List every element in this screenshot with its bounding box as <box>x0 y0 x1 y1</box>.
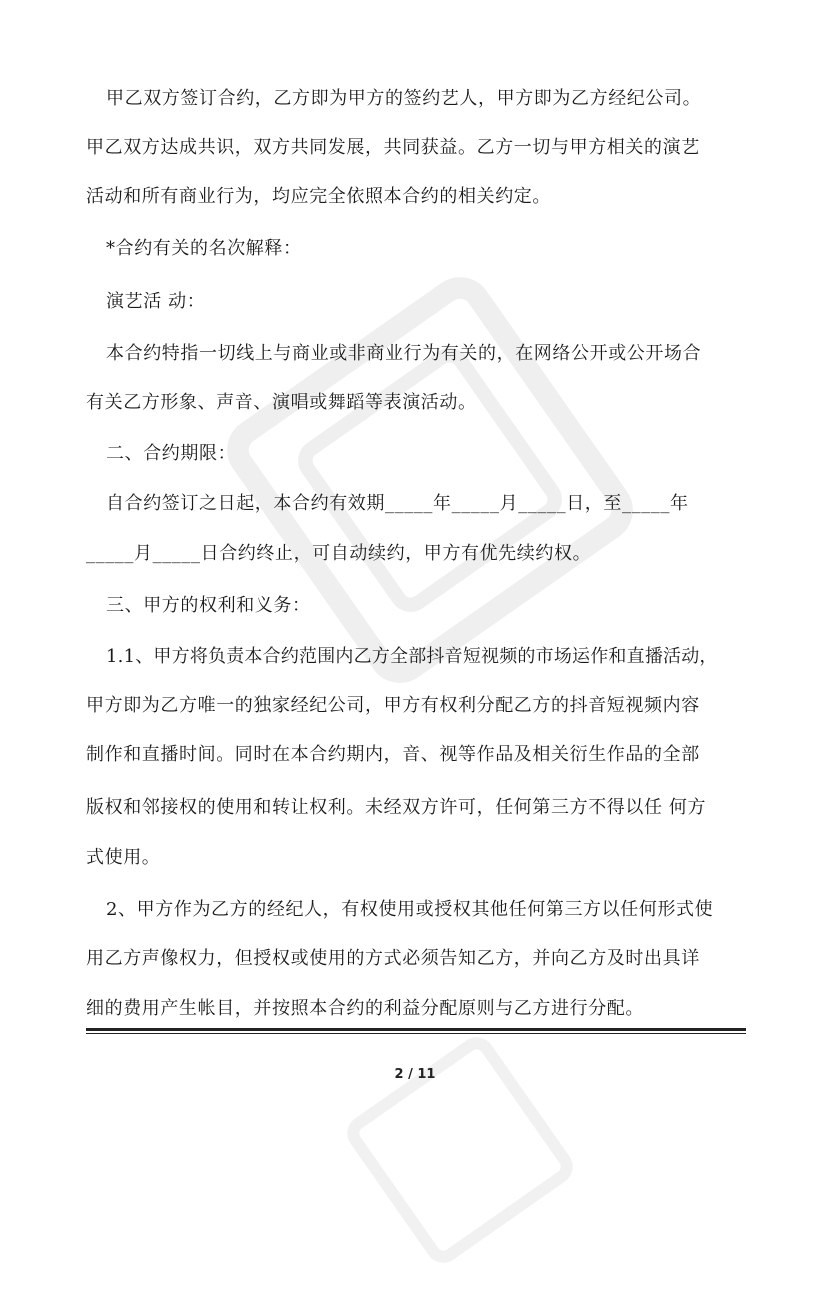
paragraph-line: 本合约特指一切线上与商业或非商业行为有关的，在网络公开或公开场合 <box>106 343 702 364</box>
term-heading: 演艺活 动： <box>106 291 206 312</box>
paragraph-line: _____月_____日合约终止，可自动续约，甲方有优先续约权。 <box>86 543 592 564</box>
footer-divider <box>86 1033 746 1034</box>
watermark-stamp-icon <box>321 1011 600 1289</box>
paragraph-line: 1.1、甲方将负责本合约范围内乙方全部抖音短视频的市场运作和直播活动， <box>106 646 718 667</box>
paragraph-line: 版权和邻接权的使用和转让权利。未经双方许可，任何第三方不得以任 何方 <box>86 797 707 818</box>
paragraph-line: 活动和所有商业行为，均应完全依照本合约的相关约定。 <box>86 186 551 207</box>
paragraph-line: 甲乙双方签订合约，乙方即为甲方的签约艺人，甲方即为乙方经纪公司。 <box>106 88 702 109</box>
footer-divider <box>86 1028 746 1031</box>
section-heading: 三、甲方的权利和义务： <box>106 595 311 616</box>
paragraph-line: 用乙方声像权力，但授权或使用的方式必须告知乙方，并向乙方及时出具详 <box>86 948 700 969</box>
page-number: 2 / 11 <box>394 1067 436 1082</box>
paragraph-line: 甲方即为乙方唯一的独家经纪公司，甲方有权利分配乙方的抖音短视频内容 <box>86 695 700 716</box>
paragraph-line: 2、甲方作为乙方的经纪人，有权使用或授权其他任何第三方以任何形式使 <box>106 899 714 920</box>
section-heading: 二、合约期限： <box>106 443 237 464</box>
paragraph-line: 细的费用产生帐目，并按照本合约的利益分配原则与乙方进行分配。 <box>86 998 644 1019</box>
paragraph-line: 甲乙双方达成共识，双方共同发展，共同获益。乙方一切与甲方相关的演艺 <box>86 137 700 158</box>
section-note: *合约有关的名次解释： <box>106 238 302 259</box>
paragraph-line: 制作和直播时间。同时在本合约期内，音、视等作品及相关衍生作品的全部 <box>86 744 700 765</box>
paragraph-line: 式使用。 <box>86 847 161 868</box>
paragraph-line: 有关乙方形象、声音、演唱或舞蹈等表演活动。 <box>86 392 477 413</box>
paragraph-line: 自合约签订之日起，本合约有效期_____年_____月_____日，至_____年 <box>106 493 689 514</box>
